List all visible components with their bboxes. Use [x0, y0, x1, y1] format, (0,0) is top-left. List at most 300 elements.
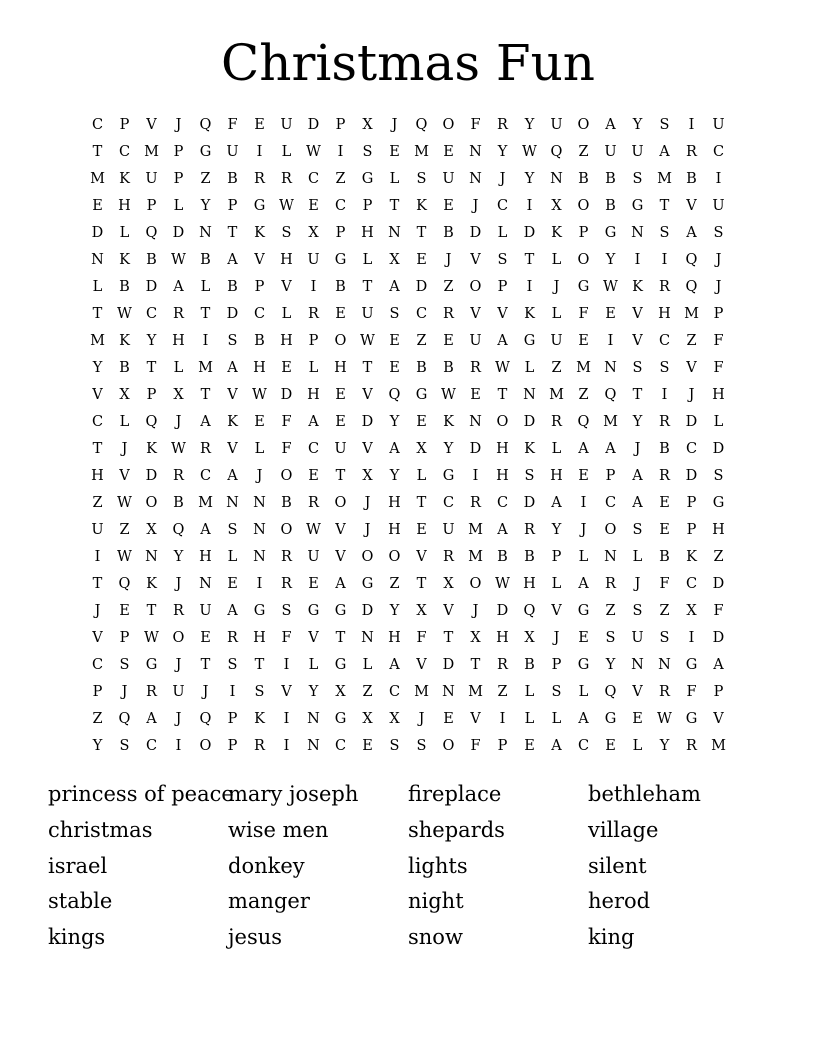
grid-letter: T [227, 225, 238, 241]
grid-letter: V [416, 657, 427, 673]
grid-letter: L [551, 306, 562, 322]
grid-letter: W [522, 144, 537, 160]
grid-letter: T [200, 306, 211, 322]
grid-letter: L [416, 468, 427, 484]
grid-letter: I [94, 549, 101, 565]
grid-letter: N [631, 225, 644, 241]
grid-letter: D [145, 468, 158, 484]
grid-letter: P [335, 225, 346, 241]
grid-letter: W [117, 549, 132, 565]
grid-letter: X [416, 441, 427, 457]
grid-letter: E [227, 576, 238, 592]
grid-letter: H [523, 576, 536, 592]
grid-letter: L [362, 657, 373, 673]
grid-letter: F [713, 603, 724, 619]
grid-letter: S [416, 738, 427, 754]
grid-letter: Z [713, 549, 724, 565]
grid-letter: R [659, 279, 670, 295]
grid-letter: D [361, 603, 374, 619]
grid-letter: E [578, 468, 589, 484]
grid-letter: S [659, 360, 670, 376]
grid-letter: Y [173, 549, 184, 565]
grid-row [84, 652, 732, 679]
grid-letter: K [254, 711, 265, 727]
grid-letter: J [175, 414, 182, 430]
grid-letter: Q [685, 279, 698, 295]
grid-letter: C [307, 441, 320, 457]
grid-letter: A [308, 414, 319, 430]
grid-letter: K [254, 225, 265, 241]
grid-letter: Y [200, 198, 211, 214]
grid-letter: B [605, 198, 616, 214]
grid-letter: L [551, 576, 562, 592]
grid-letter: T [416, 495, 427, 511]
grid-letter: R [443, 549, 454, 565]
grid-letter: Z [551, 360, 562, 376]
grid-letter: A [632, 495, 643, 511]
grid-letter: I [526, 198, 533, 214]
grid-letter: D [523, 414, 536, 430]
grid-letter: E [416, 252, 427, 268]
grid-letter: Y [659, 738, 670, 754]
grid-letter: D [469, 441, 482, 457]
grid-letter: E [362, 738, 373, 754]
grid-letter: N [550, 171, 563, 187]
grid-letter: J [202, 684, 209, 700]
grid-letter: Z [497, 684, 508, 700]
grid-letter: R [173, 468, 184, 484]
grid-letter: Z [92, 711, 103, 727]
grid-letter: S [659, 225, 670, 241]
grid-letter: J [175, 657, 182, 673]
grid-letter: C [496, 495, 509, 511]
grid-letter: T [92, 576, 103, 592]
grid-row [84, 382, 732, 409]
grid-letter: X [470, 630, 481, 646]
grid-letter: E [281, 360, 292, 376]
grid-letter: T [92, 306, 103, 322]
grid-letter: R [281, 171, 292, 187]
grid-letter: Y [92, 738, 103, 754]
grid-row [84, 112, 732, 139]
grid-letter: A [227, 468, 238, 484]
grid-letter: U [550, 333, 563, 349]
grid-letter: D [712, 576, 725, 592]
grid-letter: T [92, 441, 103, 457]
grid-letter: R [497, 657, 508, 673]
grid-letter: K [524, 441, 535, 457]
grid-letter: B [254, 333, 265, 349]
grid-letter: Q [415, 117, 428, 133]
grid-letter: X [173, 387, 184, 403]
grid-letter: J [634, 441, 641, 457]
grid-letter: Y [146, 333, 157, 349]
grid-letter: U [469, 333, 482, 349]
grid-letter: U [91, 522, 104, 538]
grid-letter: E [92, 198, 103, 214]
grid-letter: G [199, 144, 212, 160]
grid-letter: T [335, 630, 346, 646]
grid-letter: H [550, 468, 563, 484]
grid-letter: X [416, 603, 427, 619]
grid-letter: M [90, 171, 105, 187]
grid-letter: R [686, 144, 697, 160]
grid-letter: Y [389, 468, 400, 484]
letter-grid [84, 112, 732, 760]
grid-row [84, 517, 732, 544]
grid-letter: C [388, 684, 401, 700]
grid-letter: E [605, 738, 616, 754]
grid-letter: A [497, 333, 508, 349]
grid-letter: P [227, 711, 238, 727]
word-list-item: king [588, 925, 635, 950]
grid-letter: S [227, 657, 238, 673]
grid-letter: U [442, 171, 455, 187]
grid-letter: G [604, 225, 617, 241]
grid-letter: G [577, 279, 590, 295]
grid-letter: L [524, 360, 535, 376]
grid-letter: Q [118, 576, 131, 592]
grid-letter: F [281, 630, 292, 646]
grid-letter: L [119, 225, 130, 241]
grid-letter: V [92, 630, 103, 646]
grid-letter: K [119, 171, 130, 187]
grid-letter: S [713, 468, 724, 484]
grid-letter: V [281, 684, 292, 700]
grid-letter: F [281, 441, 292, 457]
word-list-item: silent [588, 853, 647, 878]
grid-letter: H [361, 225, 374, 241]
grid-letter: Q [577, 414, 590, 430]
grid-letter: V [416, 549, 427, 565]
grid-letter: V [335, 522, 346, 538]
grid-letter: P [713, 306, 724, 322]
grid-letter: K [686, 549, 697, 565]
grid-letter: C [145, 738, 158, 754]
grid-row [84, 544, 732, 571]
grid-letter: T [362, 360, 373, 376]
grid-letter: F [470, 117, 481, 133]
grid-letter: H [712, 522, 725, 538]
grid-letter: D [361, 414, 374, 430]
grid-letter: B [335, 279, 346, 295]
grid-letter: F [416, 630, 427, 646]
grid-letter: J [418, 711, 425, 727]
grid-letter: E [335, 306, 346, 322]
grid-letter: T [443, 630, 454, 646]
grid-letter: A [605, 117, 616, 133]
grid-letter: T [632, 387, 643, 403]
grid-letter: A [389, 279, 400, 295]
grid-letter: B [200, 252, 211, 268]
grid-letter: K [146, 576, 157, 592]
grid-letter: F [713, 360, 724, 376]
word-list-item: mary joseph [228, 782, 359, 806]
grid-letter: W [495, 576, 510, 592]
grid-row [84, 436, 732, 463]
grid-letter: T [146, 360, 157, 376]
grid-letter: Z [578, 144, 589, 160]
grid-letter: V [713, 711, 724, 727]
grid-letter: J [256, 468, 263, 484]
grid-letter: I [715, 171, 722, 187]
grid-letter: E [308, 576, 319, 592]
grid-letter: T [254, 657, 265, 673]
grid-letter: A [389, 657, 400, 673]
grid-letter: S [119, 738, 130, 754]
grid-letter: T [416, 576, 427, 592]
grid-letter: N [253, 495, 266, 511]
grid-letter: V [470, 252, 481, 268]
grid-letter: A [200, 522, 211, 538]
grid-letter: H [253, 360, 266, 376]
grid-row [84, 463, 732, 490]
grid-letter: R [254, 738, 265, 754]
grid-letter: S [389, 738, 400, 754]
grid-letter: A [659, 144, 670, 160]
grid-letter: M [549, 387, 564, 403]
grid-letter: C [118, 144, 131, 160]
grid-letter: X [362, 468, 373, 484]
grid-letter: E [308, 468, 319, 484]
grid-letter: Z [389, 576, 400, 592]
grid-letter: H [307, 387, 320, 403]
grid-letter: N [523, 387, 536, 403]
grid-letter: R [146, 684, 157, 700]
grid-letter: Y [632, 414, 643, 430]
grid-letter: T [146, 603, 157, 619]
grid-letter: B [659, 441, 670, 457]
grid-letter: C [577, 738, 590, 754]
grid-letter: E [200, 630, 211, 646]
grid-letter: L [227, 549, 238, 565]
grid-letter: I [256, 576, 263, 592]
grid-letter: D [685, 468, 698, 484]
grid-letter: V [146, 117, 157, 133]
grid-letter: X [362, 117, 373, 133]
grid-letter: M [198, 360, 213, 376]
grid-letter: Q [145, 225, 158, 241]
grid-letter: E [443, 198, 454, 214]
word-list-item: israel [48, 853, 108, 878]
grid-letter: B [686, 171, 697, 187]
grid-letter: L [713, 414, 724, 430]
grid-letter: P [173, 144, 184, 160]
grid-letter: W [306, 144, 321, 160]
grid-letter: X [119, 387, 130, 403]
grid-letter: H [388, 495, 401, 511]
grid-letter: G [334, 711, 347, 727]
grid-letter: O [577, 252, 590, 268]
grid-letter: R [308, 495, 319, 511]
grid-letter: L [281, 144, 292, 160]
grid-letter: R [497, 117, 508, 133]
grid-letter: R [551, 414, 562, 430]
grid-letter: G [604, 711, 617, 727]
grid-letter: C [415, 306, 428, 322]
grid-letter: K [551, 225, 562, 241]
grid-letter: Z [605, 603, 616, 619]
grid-letter: Q [523, 603, 536, 619]
grid-letter: P [578, 225, 589, 241]
grid-letter: W [441, 387, 456, 403]
grid-letter: D [415, 279, 428, 295]
word-list-item: kings [48, 925, 106, 950]
grid-letter: Y [605, 657, 616, 673]
grid-letter: C [658, 333, 671, 349]
grid-letter: L [551, 441, 562, 457]
grid-letter: E [254, 117, 265, 133]
grid-letter: H [496, 441, 509, 457]
grid-letter: C [604, 495, 617, 511]
word-list [48, 778, 768, 957]
grid-letter: Q [604, 684, 617, 700]
grid-letter: E [335, 387, 346, 403]
grid-row [84, 733, 732, 760]
grid-letter: J [175, 711, 182, 727]
grid-letter: C [442, 495, 455, 511]
grid-row [84, 220, 732, 247]
word-list-item: jesus [228, 925, 283, 950]
grid-letter: G [685, 711, 698, 727]
grid-letter: T [389, 198, 400, 214]
grid-letter: Y [524, 117, 535, 133]
puzzle-title: Christmas Fun [221, 34, 595, 92]
grid-letter: P [335, 117, 346, 133]
grid-letter: K [524, 306, 535, 322]
grid-letter: B [443, 360, 454, 376]
grid-letter: N [469, 171, 482, 187]
grid-letter: S [524, 468, 535, 484]
grid-letter: L [551, 252, 562, 268]
grid-letter: B [524, 549, 535, 565]
grid-letter: B [227, 171, 238, 187]
grid-letter: E [578, 333, 589, 349]
grid-row [84, 706, 732, 733]
grid-letter: M [90, 333, 105, 349]
grid-letter: Y [551, 522, 562, 538]
grid-letter: T [470, 657, 481, 673]
grid-letter: B [281, 495, 292, 511]
grid-letter: Q [145, 414, 158, 430]
grid-letter: R [200, 441, 211, 457]
grid-letter: E [632, 711, 643, 727]
grid-letter: M [414, 684, 429, 700]
grid-letter: V [92, 387, 103, 403]
grid-letter: H [496, 468, 509, 484]
grid-letter: E [659, 495, 670, 511]
grid-letter: D [496, 603, 509, 619]
grid-letter: Y [632, 117, 643, 133]
grid-letter: B [524, 657, 535, 673]
grid-letter: A [497, 522, 508, 538]
grid-letter: U [631, 144, 644, 160]
grid-letter: C [307, 171, 320, 187]
grid-letter: H [199, 549, 212, 565]
grid-letter: T [659, 198, 670, 214]
grid-letter: P [497, 279, 508, 295]
grid-letter: M [711, 738, 726, 754]
grid-letter: O [280, 468, 293, 484]
grid-letter: H [388, 630, 401, 646]
grid-letter: E [659, 522, 670, 538]
grid-letter: J [472, 198, 479, 214]
grid-letter: Y [389, 414, 400, 430]
grid-letter: H [658, 306, 671, 322]
grid-letter: D [280, 387, 293, 403]
grid-letter: R [281, 549, 292, 565]
grid-letter: U [307, 252, 320, 268]
grid-letter: O [361, 549, 374, 565]
grid-letter: D [523, 225, 536, 241]
grid-letter: L [308, 657, 319, 673]
grid-letter: K [416, 198, 427, 214]
grid-letter: V [686, 360, 697, 376]
grid-letter: Z [119, 522, 130, 538]
grid-letter: T [497, 387, 508, 403]
grid-letter: V [308, 630, 319, 646]
grid-letter: A [686, 225, 697, 241]
word-list-item: christmas [48, 817, 153, 842]
grid-letter: S [227, 333, 238, 349]
word-list-item: stable [48, 889, 113, 914]
grid-letter: N [388, 225, 401, 241]
grid-letter: O [172, 630, 185, 646]
grid-letter: P [173, 171, 184, 187]
grid-letter: H [712, 387, 725, 403]
grid-letter: L [200, 279, 211, 295]
grid-letter: I [688, 117, 695, 133]
grid-letter: W [252, 387, 267, 403]
grid-letter: V [470, 306, 481, 322]
grid-letter: P [119, 630, 130, 646]
grid-letter: N [253, 549, 266, 565]
grid-letter: F [578, 306, 589, 322]
grid-letter: B [227, 279, 238, 295]
grid-letter: S [551, 684, 562, 700]
grid-letter: B [497, 549, 508, 565]
grid-letter: X [362, 711, 373, 727]
grid-letter: R [443, 306, 454, 322]
grid-letter: Z [443, 279, 454, 295]
grid-letter: A [605, 441, 616, 457]
grid-letter: G [361, 171, 374, 187]
grid-letter: I [526, 279, 533, 295]
grid-letter: V [686, 198, 697, 214]
grid-letter: J [391, 117, 398, 133]
grid-row [84, 409, 732, 436]
word-list-item: wise men [228, 817, 329, 842]
grid-letter: G [577, 657, 590, 673]
grid-letter: A [632, 468, 643, 484]
grid-letter: C [91, 657, 104, 673]
grid-letter: R [281, 576, 292, 592]
grid-letter: R [524, 522, 535, 538]
grid-letter: Q [685, 252, 698, 268]
grid-letter: S [254, 684, 265, 700]
grid-letter: K [443, 414, 454, 430]
grid-letter: A [227, 603, 238, 619]
grid-letter: O [199, 738, 212, 754]
grid-letter: N [199, 576, 212, 592]
grid-letter: O [442, 117, 455, 133]
grid-letter: D [685, 414, 698, 430]
grid-letter: B [119, 360, 130, 376]
grid-letter: L [173, 198, 184, 214]
word-list-item: village [588, 817, 659, 842]
grid-letter: V [497, 306, 508, 322]
grid-letter: O [469, 576, 482, 592]
